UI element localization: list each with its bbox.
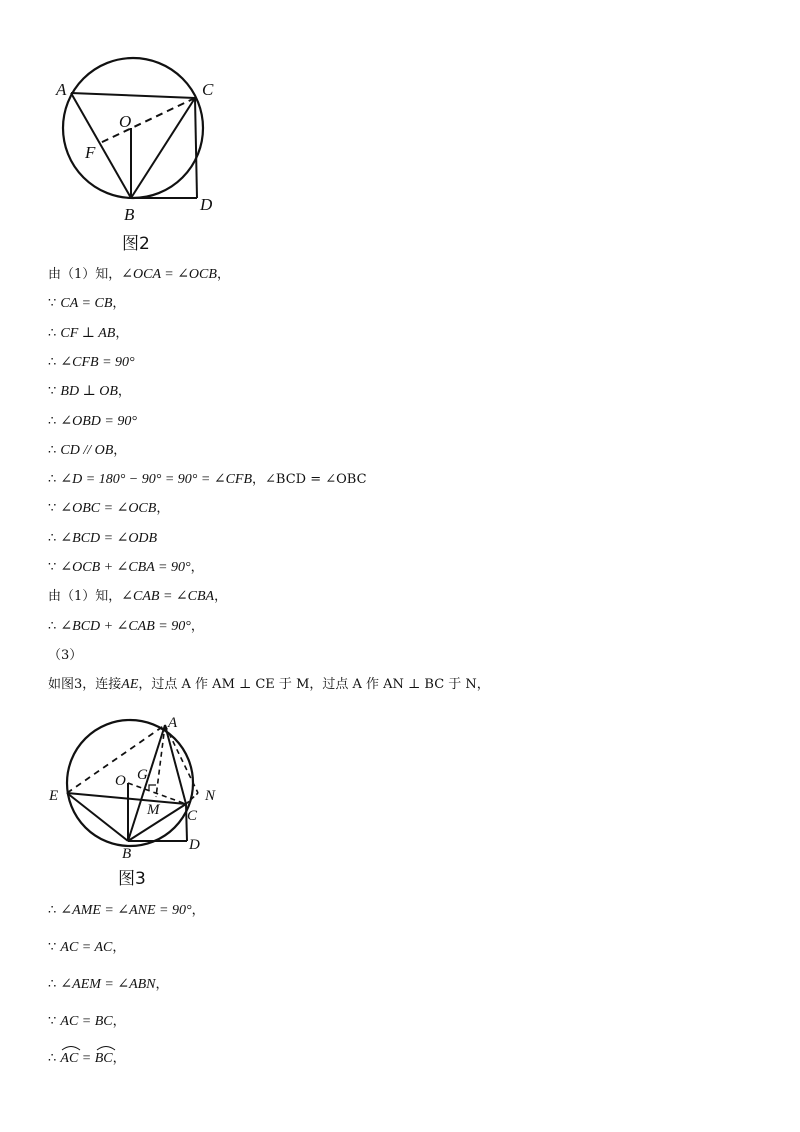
fig3-segment-AB — [128, 725, 165, 841]
fig3-label-B: B — [122, 846, 132, 862]
text-line — [48, 354, 135, 372]
fig3-label-O: O — [115, 773, 126, 789]
arc-right — [95, 1050, 113, 1068]
line-prefix: ∵ — [48, 940, 61, 955]
text-line — [48, 413, 137, 431]
fig3-label-D: D — [189, 837, 200, 853]
line-math: ∠OCA = ∠OCB — [121, 267, 217, 282]
text-line — [48, 500, 169, 518]
line-prefix: 由（1）知， — [48, 267, 122, 282]
line-suffix: ， — [190, 618, 204, 634]
line-prefix: ∵ — [48, 560, 61, 575]
line-prefix: ∴ — [48, 1051, 61, 1066]
line-math: CA = CB — [60, 296, 113, 312]
text-line — [48, 1013, 126, 1031]
line-prefix: ∴ — [48, 530, 61, 546]
line-math: AC = BC — [60, 1014, 113, 1029]
line-suffix: ， — [112, 296, 126, 312]
arc-left — [60, 1050, 78, 1068]
text-line — [48, 295, 125, 313]
text-line — [48, 676, 490, 694]
line-math: ∠AME = ∠ANE = 90° — [60, 903, 192, 918]
fig2-segment-CD — [195, 98, 197, 198]
arc-right-text: BC — [94, 1051, 113, 1066]
arc-left-mark — [60, 1043, 82, 1051]
fig3-segment-AM-dashed — [156, 725, 165, 797]
line-prefix: （3） — [48, 647, 83, 663]
line-prefix: ∵ — [48, 296, 61, 312]
fig3-label-E: E — [49, 788, 59, 804]
line-prefix: ∴ — [48, 977, 61, 992]
text-line — [48, 976, 169, 994]
text-line — [48, 902, 205, 920]
arc-right-mark — [95, 1043, 117, 1051]
text-line — [48, 618, 204, 636]
line-math: AE — [121, 677, 139, 693]
line-math: ∠D = 180° − 90° = 90° = ∠CFB — [60, 472, 253, 488]
line-suffix: ， — [214, 589, 228, 605]
text-line-arc-equality — [48, 1050, 126, 1068]
line-math: CF ⊥ AB — [60, 325, 116, 341]
fig3-segment-EC — [67, 793, 186, 804]
fig3-segment-AC — [165, 725, 186, 804]
line-prefix: ∵ — [48, 384, 61, 400]
line-suffix: ， — [112, 940, 126, 955]
fig3-label-G: G — [137, 767, 148, 783]
figure-2-caption: 图2 — [122, 234, 150, 254]
fig2-label-O: O — [119, 112, 132, 131]
figure-3 — [40, 705, 240, 869]
arc-left-text: AC — [60, 1051, 79, 1066]
line-math: ∠BCD + ∠CAB = 90° — [60, 618, 191, 634]
line-prefix: ∴ — [48, 618, 61, 634]
fig3-segment-AN-dashed — [165, 725, 198, 793]
line-suffix: ， — [117, 384, 131, 400]
line-suffix: ， — [190, 560, 204, 575]
fig2-circle — [63, 58, 203, 198]
text-line — [48, 939, 125, 957]
line-prefix: ∴ — [48, 442, 61, 458]
fig3-right-angle-M — [149, 785, 156, 791]
line-math: ∠OBC = ∠OCB — [60, 501, 157, 517]
fig2-label-B: B — [124, 205, 135, 224]
figure-3-diagram — [40, 705, 240, 865]
line-math: ∠AEM = ∠ABN — [60, 977, 156, 992]
line-suffix: ， — [115, 325, 129, 341]
line-suffix: ， — [112, 1014, 126, 1029]
line-math: ∠OBD = 90° — [60, 413, 137, 429]
line-math: BD ⊥ OB — [60, 384, 118, 400]
line-math: AC = AC — [60, 940, 113, 955]
line-math: ∠OCB + ∠CBA = 90° — [60, 560, 191, 575]
fig3-label-C: C — [187, 808, 198, 824]
line-math: ∠CFB = 90° — [60, 354, 135, 370]
text-line — [48, 383, 131, 401]
text-line — [48, 647, 82, 665]
line-suffix: ， — [156, 501, 170, 517]
fig2-segment-CB — [131, 98, 195, 198]
figure-3-caption: 图3 — [118, 869, 146, 889]
text-line — [48, 588, 227, 606]
fig2-segment-AB — [71, 93, 131, 198]
line-suffix: ， — [155, 977, 169, 992]
line-prefix: ∴ — [48, 325, 61, 341]
line-prefix: 由（1）知， — [48, 589, 122, 605]
line-suffix: ， — [216, 267, 230, 282]
text-line — [48, 442, 126, 460]
fig3-label-N: N — [205, 788, 216, 804]
fig2-segment-AC — [71, 93, 195, 98]
text-line — [48, 559, 204, 577]
line-suffix: ，过点 A 作 AM ⊥ CE 于 M，过点 A 作 AN ⊥ BC 于 N， — [138, 677, 490, 693]
arc-eq: = — [78, 1051, 95, 1066]
line-prefix: 如图3，连接 — [48, 677, 122, 693]
line-prefix: ∵ — [48, 1014, 61, 1029]
line-math: ∠BCD = ∠ODB — [60, 530, 158, 546]
text-line — [48, 325, 128, 343]
fig2-label-A: A — [56, 80, 67, 99]
fig3-label-A: A — [168, 715, 178, 731]
line-suffix: ， — [112, 1051, 126, 1066]
line-suffix: ， — [113, 442, 127, 458]
fig2-label-C: C — [202, 80, 214, 99]
text-line — [48, 471, 367, 489]
fig2-label-D: D — [200, 195, 213, 214]
text-line — [48, 266, 230, 284]
line-math: CD // OB — [60, 442, 114, 458]
line-prefix: ∴ — [48, 472, 61, 488]
line-prefix: ∴ — [48, 354, 61, 370]
fig2-label-F: F — [85, 143, 96, 162]
line-prefix: ∴ — [48, 413, 61, 429]
figure-2 — [40, 40, 240, 229]
line-suffix: ， — [191, 903, 205, 918]
fig3-label-M: M — [147, 802, 160, 818]
line-prefix: ∴ — [48, 903, 61, 918]
line-suffix: ，∠BCD = ∠OBC — [252, 472, 367, 488]
line-prefix: ∵ — [48, 501, 61, 517]
text-line — [48, 530, 157, 548]
figure-2-diagram — [40, 40, 240, 225]
line-math: ∠CAB = ∠CBA — [121, 589, 215, 605]
